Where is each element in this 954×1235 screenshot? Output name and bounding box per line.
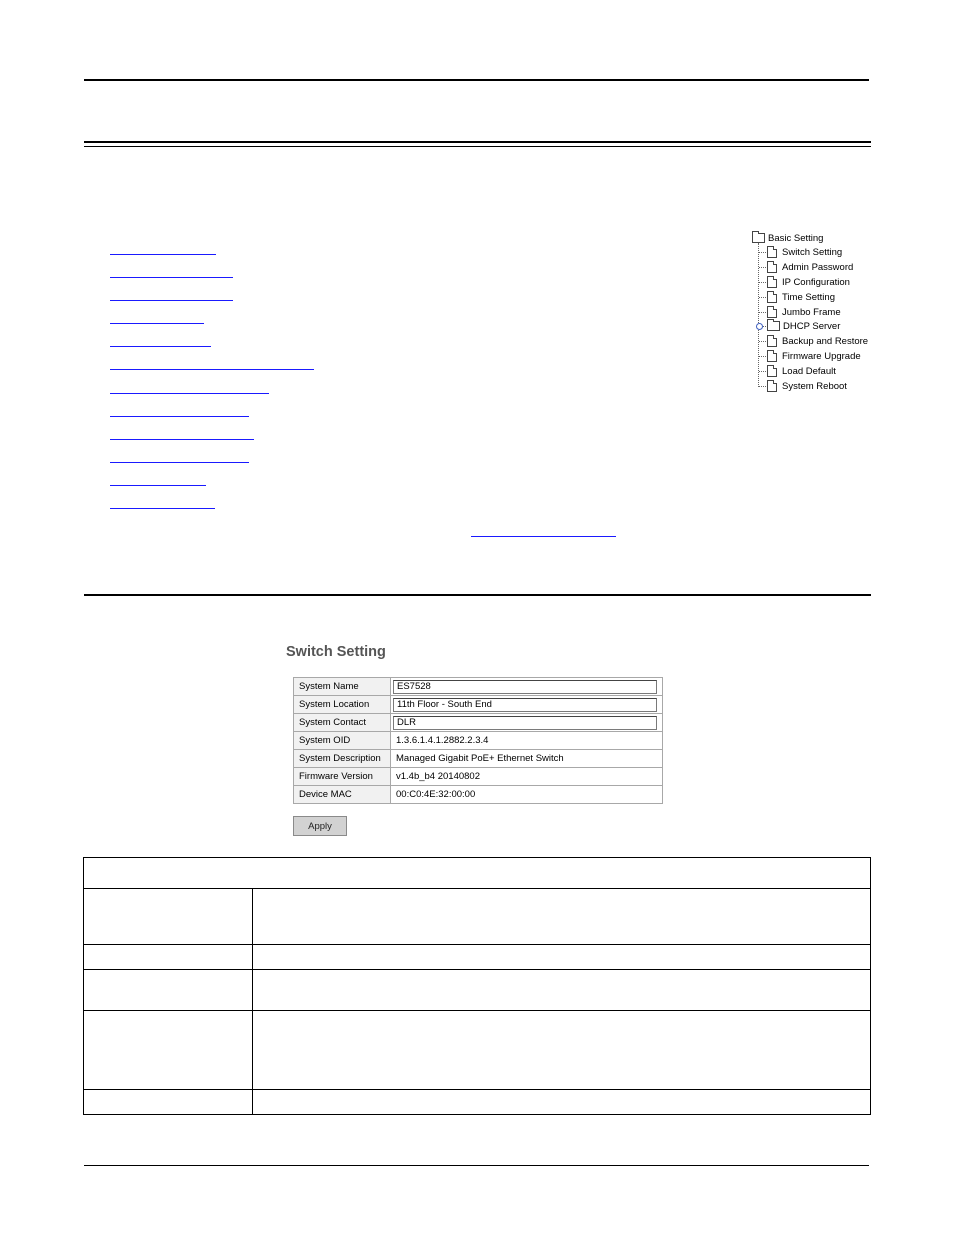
folder-icon xyxy=(752,233,765,243)
topic-link[interactable] xyxy=(110,254,216,255)
row-label: System Description xyxy=(294,750,391,768)
description-table xyxy=(83,857,871,1115)
topic-link[interactable] xyxy=(110,393,269,394)
tree-item-label: Jumbo Frame xyxy=(782,306,841,318)
tree-item-backup-restore[interactable] xyxy=(759,334,868,348)
tree-item-dhcp-server[interactable] xyxy=(759,319,840,333)
row-label: Firmware Version xyxy=(294,768,391,786)
topic-link[interactable] xyxy=(110,416,249,417)
table-row xyxy=(294,732,663,750)
system-description-value: Managed Gigabit PoE+ Ethernet Switch xyxy=(391,750,663,768)
tree-item-jumbo-frame[interactable] xyxy=(759,305,841,319)
page-icon xyxy=(767,380,777,392)
basic-setting-tree xyxy=(752,231,872,396)
table-divider xyxy=(84,1010,870,1011)
page-icon xyxy=(767,335,777,347)
table-divider xyxy=(84,1089,870,1090)
page-icon xyxy=(767,350,777,362)
firmware-version-value: v1.4b_b4 20140802 xyxy=(391,768,663,786)
tree-item-label: Backup and Restore xyxy=(782,335,869,347)
panel-title: Switch Setting xyxy=(286,644,386,660)
apply-button[interactable]: Apply xyxy=(293,816,347,836)
topic-link[interactable] xyxy=(110,485,206,486)
topic-link[interactable] xyxy=(110,346,211,347)
table-divider xyxy=(84,888,870,889)
system-name-input[interactable]: ES7528 xyxy=(393,680,657,694)
inline-link[interactable] xyxy=(471,536,616,537)
tree-item-time-setting[interactable] xyxy=(759,290,835,304)
table-row xyxy=(294,696,663,714)
page-icon xyxy=(767,291,777,303)
table-row xyxy=(294,678,663,696)
tree-item-load-default[interactable] xyxy=(759,364,836,378)
row-label: System Name xyxy=(294,678,391,696)
tree-item-label: Switch Setting xyxy=(782,246,843,258)
page-icon xyxy=(767,306,777,318)
column-divider xyxy=(252,888,253,1114)
tree-item-label: Firmware Upgrade xyxy=(782,350,861,362)
system-location-input[interactable]: 11th Floor - South End xyxy=(393,698,657,712)
topic-link[interactable] xyxy=(110,439,254,440)
topic-link[interactable] xyxy=(110,277,233,278)
table-divider xyxy=(84,969,870,970)
tree-root[interactable] xyxy=(752,231,823,245)
row-value-cell xyxy=(391,678,663,696)
topic-link[interactable] xyxy=(110,508,215,509)
table-row xyxy=(294,768,663,786)
page-icon xyxy=(767,246,777,258)
topic-link[interactable] xyxy=(110,300,233,301)
tree-root-label: Basic Setting xyxy=(768,232,824,244)
system-oid-value: 1.3.6.1.4.1.2882.2.3.4 xyxy=(391,732,663,750)
table-row xyxy=(294,750,663,768)
row-label: System OID xyxy=(294,732,391,750)
section-rule-thin xyxy=(84,146,871,147)
tree-item-system-reboot[interactable] xyxy=(759,379,847,393)
table-row xyxy=(294,714,663,732)
tree-item-admin-password[interactable] xyxy=(759,260,853,274)
system-contact-input[interactable]: DLR xyxy=(393,716,657,730)
tree-item-label: Admin Password xyxy=(782,261,854,273)
table-row xyxy=(294,786,663,804)
topic-link[interactable] xyxy=(110,462,249,463)
folder-icon xyxy=(767,321,780,331)
table-divider xyxy=(84,944,870,945)
tree-item-label: System Reboot xyxy=(782,380,847,392)
row-label: System Location xyxy=(294,696,391,714)
section-rule xyxy=(84,141,871,143)
switch-setting-table xyxy=(293,677,663,804)
section-rule xyxy=(84,594,871,596)
topic-link[interactable] xyxy=(110,323,204,324)
page-icon xyxy=(767,276,777,288)
expand-icon[interactable] xyxy=(756,323,763,330)
page-icon xyxy=(767,365,777,377)
tree-item-ip-configuration[interactable] xyxy=(759,275,850,289)
tree-item-label: Load Default xyxy=(782,365,836,377)
row-value-cell xyxy=(391,696,663,714)
page-icon xyxy=(767,261,777,273)
row-label: Device MAC xyxy=(294,786,391,804)
row-value-cell xyxy=(391,714,663,732)
tree-item-switch-setting[interactable] xyxy=(759,245,842,259)
tree-item-label: IP Configuration xyxy=(782,276,850,288)
header-rule xyxy=(84,79,869,81)
tree-item-label: DHCP Server xyxy=(783,320,841,332)
row-label: System Contact xyxy=(294,714,391,732)
tree-item-firmware-upgrade[interactable] xyxy=(759,349,861,363)
topic-link[interactable] xyxy=(110,369,314,370)
footer-rule xyxy=(84,1165,869,1166)
device-mac-value: 00:C0:4E:32:00:00 xyxy=(391,786,663,804)
tree-item-label: Time Setting xyxy=(782,291,835,303)
